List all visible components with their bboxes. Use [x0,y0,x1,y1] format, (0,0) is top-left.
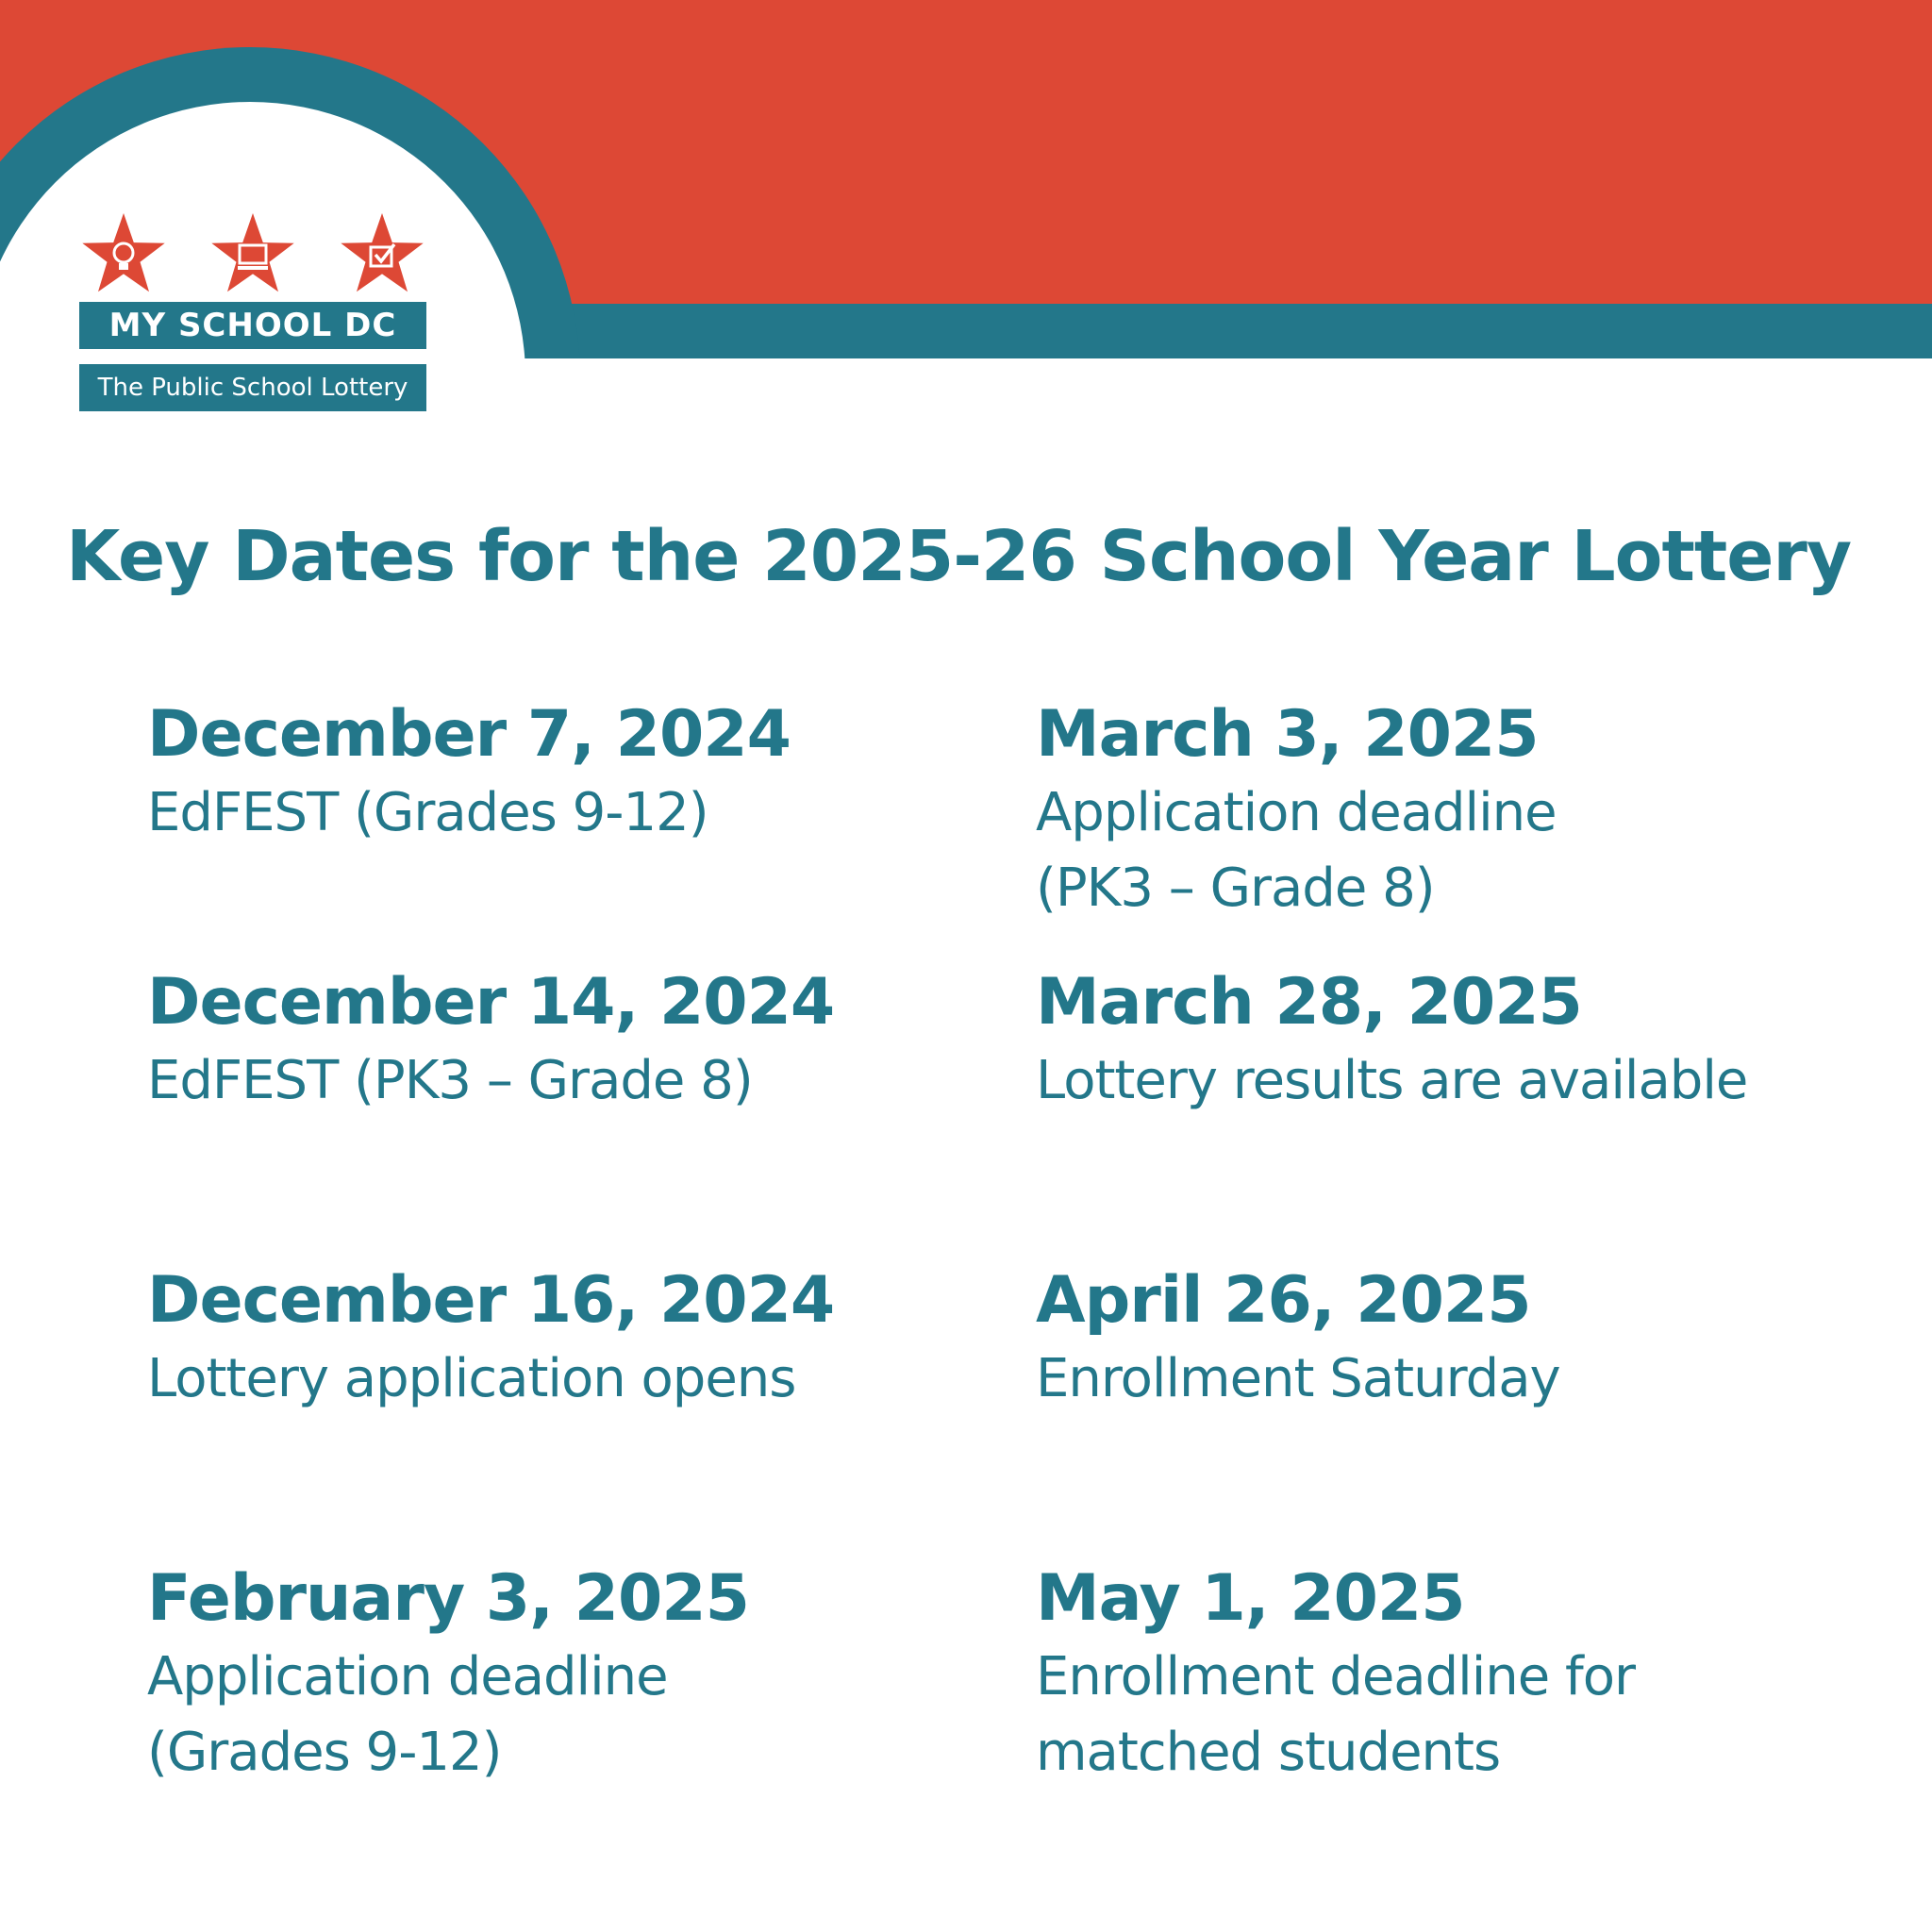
entry-date: March 28, 2025 [1036,965,1582,1040]
computer-icon [211,213,293,291]
date-entry [1036,1260,1866,1417]
entry-description: Enrollment deadline for matched students [1036,1646,1636,1783]
entry-date: December 7, 2024 [147,697,791,772]
entry-date: February 3, 2025 [147,1561,749,1636]
logo-name: MY SCHOOL DC [79,302,426,349]
my-school-dc-logo [79,209,426,415]
logo-stars [79,209,426,300]
entry-description: Enrollment Saturday [1036,1348,1560,1409]
date-entry [147,1260,977,1417]
entry-description: Lottery results are available [1036,1050,1748,1111]
date-entry [1036,694,1866,926]
entry-description: EdFEST (PK3 – Grade 8) [147,1050,753,1111]
date-entry [147,962,977,1119]
page-title: Key Dates for the 2025-26 School Year Lottery [66,516,1852,597]
entry-description: Lottery application opens [147,1348,796,1409]
entry-date: December 16, 2024 [147,1263,835,1338]
entry-date: April 26, 2025 [1036,1263,1531,1338]
date-entry [1036,962,1866,1119]
checkbox-icon [341,213,423,291]
date-entry [1036,1558,1866,1790]
entry-date: December 14, 2024 [147,965,835,1040]
logo-tagline: The Public School Lottery [79,364,426,411]
date-entry [147,1558,977,1790]
entry-date: March 3, 2025 [1036,697,1539,772]
entry-description: Application deadline (Grades 9-12) [147,1646,668,1783]
entry-date: May 1, 2025 [1036,1561,1465,1636]
date-entry [147,694,977,851]
lightbulb-icon [82,213,164,291]
entry-description: Application deadline (PK3 – Grade 8) [1036,782,1557,919]
entry-description: EdFEST (Grades 9-12) [147,782,708,843]
